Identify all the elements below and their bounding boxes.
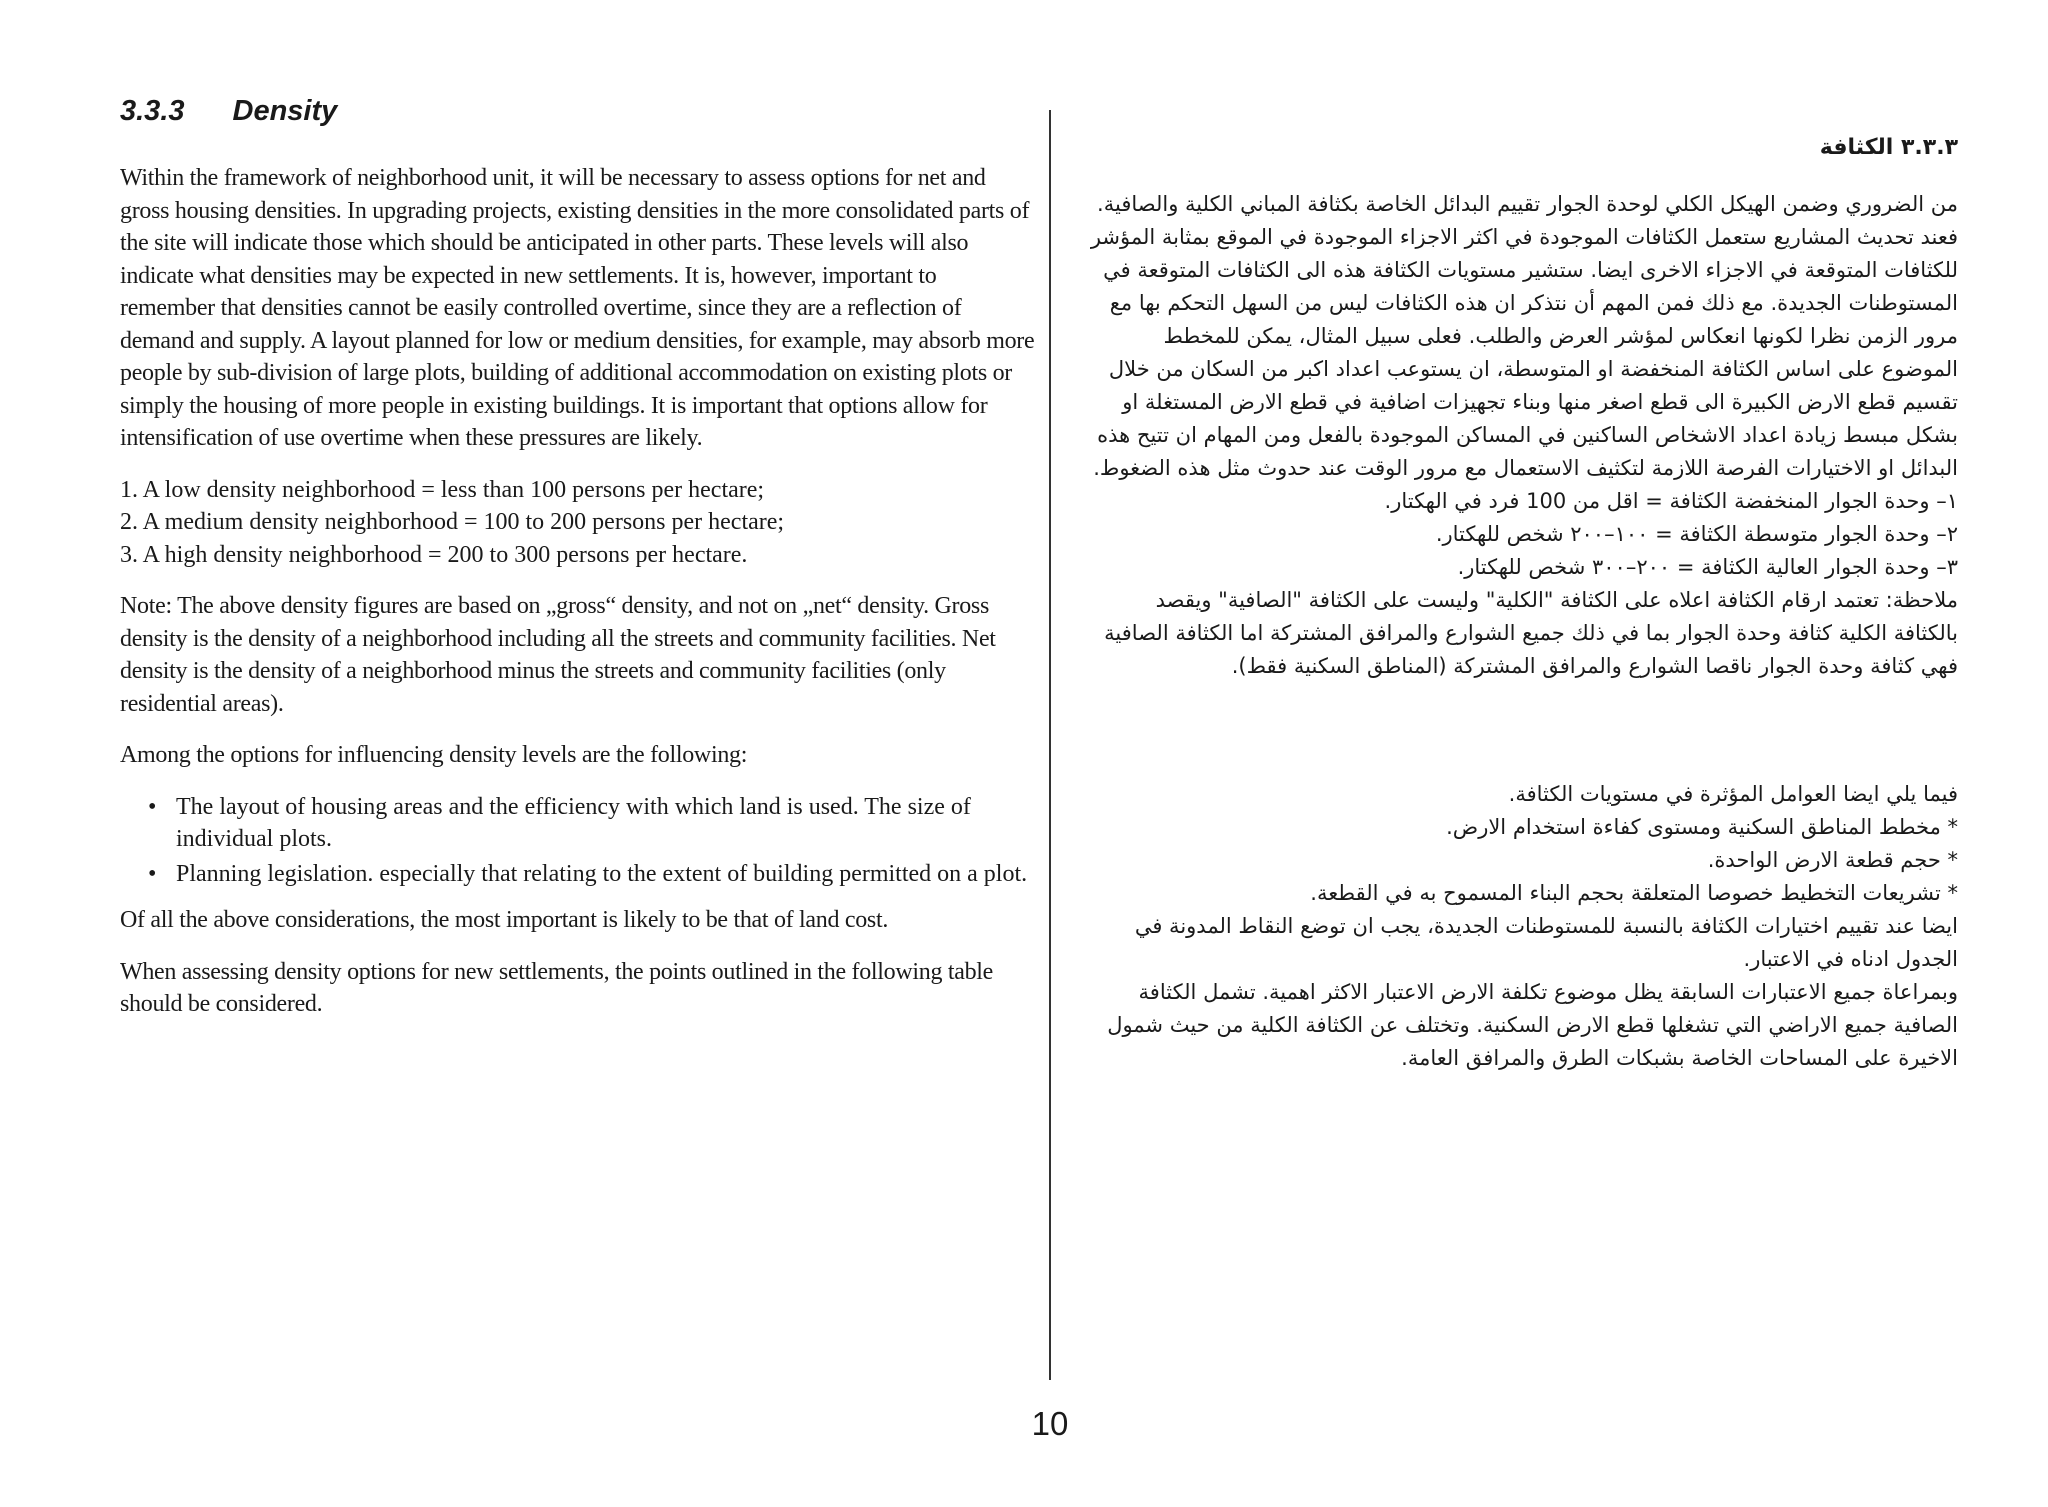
options-intro: Among the options for influencing density levels are the following:: [120, 742, 748, 768]
list-item: ٣– وحدة الجوار العالية الكثافة = ٢٠٠–٣٠٠ شخص للهكتار.: [1457, 555, 1958, 579]
list-item: * تشريعات التخطيط خصوصا المتعلقة بحجم البناء المسموح به في القطعة.: [1310, 881, 1958, 905]
bullet-text: Planning legislation. especially that relating to the extent of building permitted on a plot.: [176, 860, 1028, 887]
section-title: Density: [232, 95, 338, 127]
arabic-table-note: ايضا عند تقييم اختيارات الكثافة بالنسبة للمستوطنات الجديدة، يجب ان توضع النقاط المدونة في الجدول ادناه في الاعتبار.: [1134, 914, 1958, 971]
list-item: 1. A low density neighborhood = less than 100 persons per hectare;: [120, 476, 765, 503]
density-list: [120, 474, 1035, 572]
intro-paragraph: Within the framework of neighborhood unit, it will be necessary to assess options for net and gross housing densities. In upgrading projects, existing densities in the more consolidated parts of the site will indicate those which should be anticipated in other parts. These levels will also indicate what densities may be expected in new settlements. It is, however, important to remember that densities cannot be easily controlled overtime, since they are a reflection of demand and supply. A layout planned for low or medium densities, for example, may absorb more people by sub-division of large plots, building of additional accommodation on existing plots or simply the housing of more people in existing buildings. It is important that options allow for intensification of use overtime when these pressures are likely.: [120, 165, 1035, 451]
arabic-intro-paragraph: من الضروري وضمن الهيكل الكلي لوحدة الجوار تقييم البدائل الخاصة بكثافة المباني الكلية والصافية. فعند تحديث المشاريع ستعمل الكثافات الموجودة في اكثر الاجزاء الموجودة في الموقع بمثابة المؤشر للكثافات المتوقعة في الاجزاء الاخرى ايضا. ستشير مستويات الكثافة هذه الى الكثافات المتوقعة في المستوطنات الجديدة. مع ذلك فمن المهم أن نتذكر ان هذه الكثافات ليس من السهل التحكم بها مع مرور الزمن نظرا لكونها انعكاس لمؤشر العرض والطلب. فعلى سبيل المثال، يمكن للمخطط الموضوع على اساس الكثافة المنخفضة او المتوسطة، ان يستوعب اعداد اكبر من السكان من خلال تقسيم قطع الارض الكبيرة الى قطع اصغر منها وبناء تجهيزات اضافية في قطع الارض المستغلة او بشكل مبسط زيادة اعداد الاشخاص الساكنين في المساكن الموجودة بالفعل ومن المهام ان تتيح هذه البدائل او الاختيارات الفرصة اللازمة لتكثيف الاستعمال مع مرور الوقت عند حدوث مثل هذه الضغوط.: [1090, 192, 1958, 480]
arabic-factors-list: [1088, 811, 1958, 910]
arabic-land-cost-paragraph: وبمراعاة جميع الاعتبارات السابقة يظل موضوع تكلفة الارض الاعتبار الاكثر اهمية. تشمل الكثافة الصافية جميع الاراضي التي تشغلها قطع الارض السكنية. وتختلف عن الكثافة الكلية من حيث شمول الاخيرة على المساحات الخاصة بشبكات الطرق والمرافق العامة.: [1107, 980, 1958, 1070]
column-divider: [1049, 110, 1051, 1380]
bullet-icon: •: [148, 793, 157, 820]
arabic-section-heading: ٣.٣.٣ الكثافة: [1819, 135, 1958, 160]
list-item: * حجم قطعة الارض الواحدة.: [1707, 848, 1958, 872]
spacer: [1088, 683, 1958, 778]
closing-paragraph: When assessing density options for new settlements, the points outlined in the following table should be considered.: [120, 958, 993, 1017]
options-bullet-list: [120, 791, 1035, 891]
list-item: ١– وحدة الجوار المنخفضة الكثافة = اقل من 100 فرد في الهكتار.: [1384, 489, 1958, 513]
english-column: [120, 95, 1035, 1040]
arabic-factors-intro: فيما يلي ايضا العوامل المؤثرة في مستويات الكثافة.: [1508, 782, 1958, 806]
list-item: * مخطط المناطق السكنية ومستوى كفاءة استخدام الارض.: [1446, 815, 1958, 839]
note-paragraph: Note: The above density figures are based on „gross“ density, and not on „net“ density. Gross density is the density of a neighborhood including all the streets and community facilities. Net density is the density of a neighborhood minus the streets and community facilities (only residential areas).: [120, 593, 996, 717]
bullet-item: [148, 858, 1035, 891]
bullet-icon: •: [148, 860, 157, 887]
section-heading: [120, 95, 1035, 128]
list-item: 3. A high density neighborhood = 200 to 300 persons per hectare.: [120, 541, 748, 568]
section-number: 3.3.3: [120, 95, 185, 127]
arabic-density-list: [1088, 485, 1958, 584]
land-cost-paragraph: Of all the above considerations, the most important is likely to be that of land cost.: [120, 907, 889, 933]
arabic-column: [1088, 135, 1958, 1075]
arabic-note-paragraph: ملاحظة: تعتمد ارقام الكثافة اعلاه على الكثافة "الكلية" وليست على الكثافة "الصافية" ويقصد بالكثافة الكلية كثافة وحدة الجوار بما في ذلك جميع الشوارع والمرافق المشتركة اما الكثافة الصافية فهي كثافة وحدة الجوار ناقصا الشوارع والمرافق المشتركة (المناطق السكنية فقط).: [1104, 588, 1958, 678]
list-item: ٢– وحدة الجوار متوسطة الكثافة = ١٠٠–٢٠٠ شخص للهكتار.: [1435, 522, 1958, 546]
bullet-item: [148, 791, 1035, 856]
bullet-text: The layout of housing areas and the efficiency with which land is used. The size of individual plots.: [176, 793, 971, 852]
list-item: 2. A medium density neighborhood = 100 to 200 persons per hectare;: [120, 509, 785, 535]
page-number: 10: [1031, 1405, 1069, 1442]
